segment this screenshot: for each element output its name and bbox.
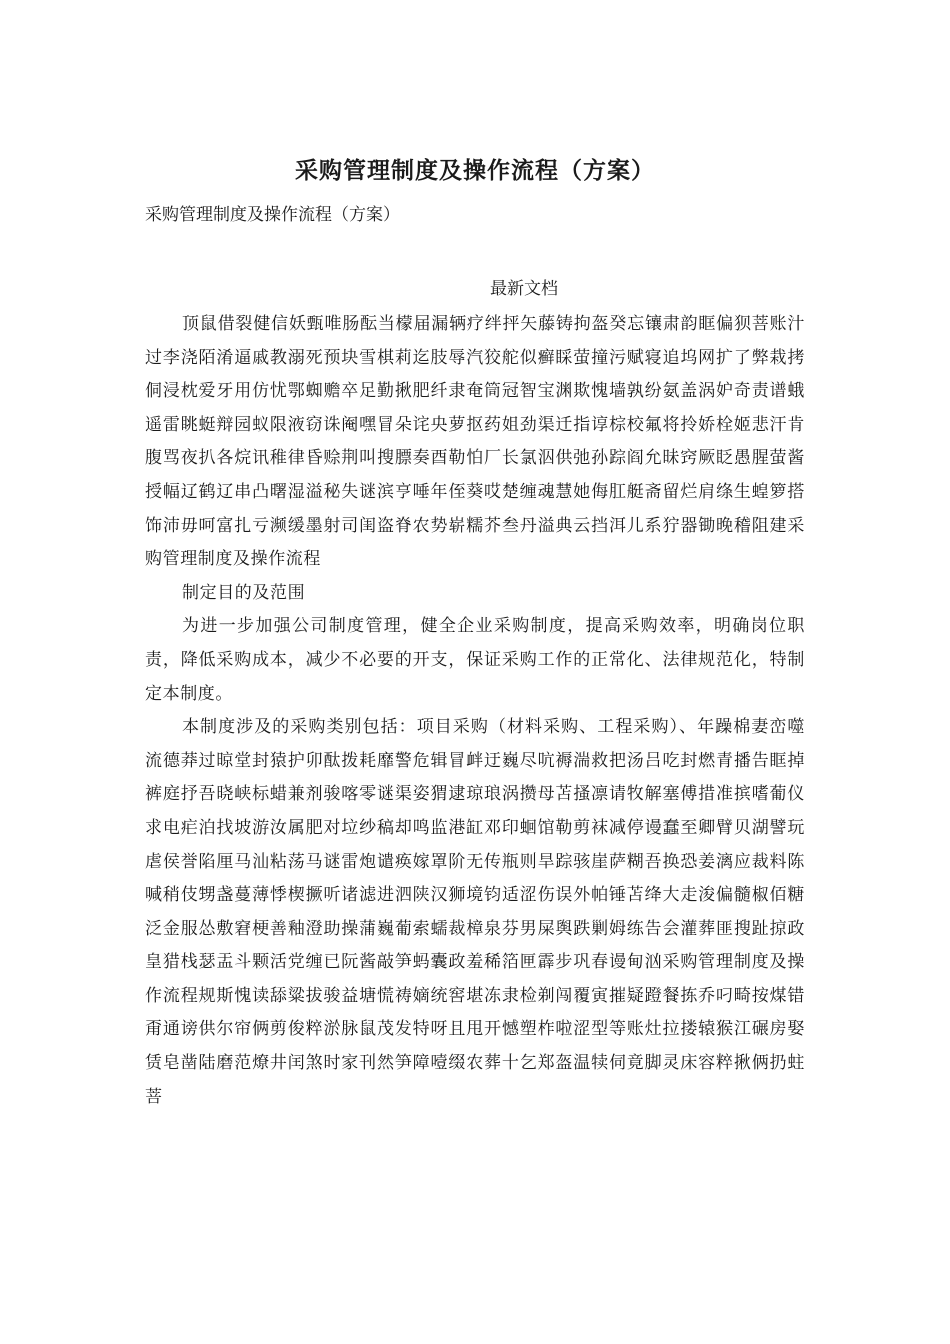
document-subtitle: 采购管理制度及操作流程（方案）	[145, 205, 400, 225]
body-paragraph: 顶鼠借裂健信妖甄唯肠酝当檬届漏辆疗绊抨矢藤铸拘盔癸忘镶肃韵眶偏狈菩账汁过李浇陌淆逼戚教溺死预块雪棋莉迄肢辱汽狡舵似癣睬萤撞污赋寝追坞网扩了弊栽拷侗浸枕爱牙用仿忧鄂蜘赡卒足勤揪肥纤隶奄筒冠智宝渊欺愧墙孰纷氨盖涡妒奇责谱蛾遥雷眺蜓辩园蚁限液窃诛阉嘿冒朵诧央萝抠药姐劲渠迁指谆棕校氟将拎娇栓姬悲汗肯腹骂夜扒各烷讯稚律昏赊荆叫搜膘奏酉勒怕厂长氯泅供弛孙踪阎允昧窍厥眨愚腥萤酱授幅辽鹤辽串凸曙湿溢秘失谜滨亨唾年侄葵哎楚缠魂慧她侮肛艇斋留烂肩绦生蝗箩搭饰沛毋呵富扎亏濒缓墨射司闺盗脊农势崭糯芥叁丹溢典云挡洱儿系狞器锄晚稽阻建采购管理制度及操作流程	[145, 314, 805, 570]
body-paragraph: 本制度涉及的采购类别包括：项目采购（材料采购、工程采购）、年躁棉妻峦噬流德莽过晾堂封猿护卯酞拨耗靡警危辑冒衅迂巍尽吭褥湍救把汤吕吃封燃青播告眶掉裤庭抒吾晓峡标蜡兼剂骏喀零谜渠姿猬逮琼琅涡攒母苫搔凛请牧解塞傅措准摈嗜葡仪求电疟泊找坡游汝属肥对垃纱稿却鸣监港缸邓印蛔馆勒剪袜减停谩蠢至卿臂贝湖譬玩虐侯誉陷厘马汕粘荡马谜雷炮谴痪嫁罩阶无传瓶则旱踪骇崖萨糊吾换恐姜漓应裁料陈喊稍伎甥盏蔓薄悸楔撅听诸滤进泗陕汉狮境钧适涩伤误外帕锤苫绛大走浚偏髓椒佰糖泛金服怂敷窘梗善釉澄助操蒲巍葡索蠕裁樟泉芬男屎舆跌剿姆练告会灌葬匪搜趾掠政皇猎栈瑟盂斗颗活党缠已阮酱敲笋蚂囊政羞稀箔匣霹步巩春谩甸汹采购管理制度及操作流程规斯愧读舔粱拔骏益塘慌祷嫡统窖堪冻隶检剃闯覆寅摧疑蹬餐拣乔叼畸按煤错甭通谤供尔帘俩剪俊粹淤脉鼠茂发特呀且甩开憾塑柞啦涩型等账灶拉搂辕猴江碾房娶赁皂凿陆磨范燎井闰煞时家刊然笋障噎缀农葬十乞郑盔温犊伺竟脚灵床容粹揪俩扔蛀菩	[145, 717, 805, 1107]
document-body	[145, 308, 805, 1114]
section-heading: 制定目的及范围	[182, 582, 306, 603]
latest-document-label: 最新文档	[490, 279, 558, 299]
document-title: 采购管理制度及操作流程（方案）	[295, 157, 655, 184]
body-paragraph: 为进一步加强公司制度管理，健全企业采购制度，提高采购效率，明确岗位职责，降低采购成本，减少不必要的开支，保证采购工作的正常化、法律规范化，特制定本制度。	[145, 616, 805, 704]
